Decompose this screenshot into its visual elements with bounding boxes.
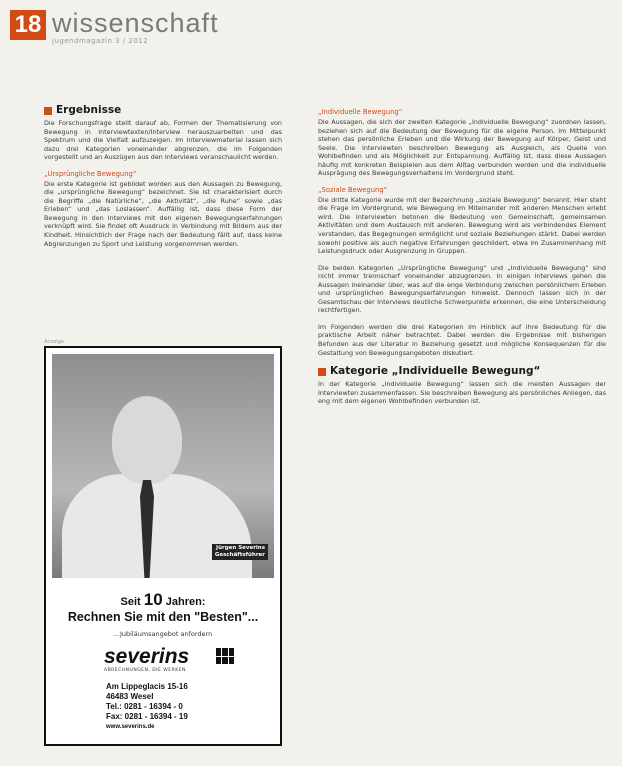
page-number: 18 xyxy=(10,10,46,40)
severins-logo: severins ABRECHNUNGEN, DIE WERKEN xyxy=(104,646,232,678)
results-heading: Ergebnisse xyxy=(44,104,282,117)
results-intro: Die Forschungsfrage stellt darauf ab, Formen der Thematisierung von Bewegung in Interviewtexten/Interview herauszuarbeiten und das Spektrum und die Vielfalt aufzuzeigen. Im Interviewmaterial lassen sich dazu drei Kategorien voneinander abgrenzen, die im Folgenden vorgestellt und an Auszügen aus den Interviews veranschaulicht werden. xyxy=(44,119,282,162)
ad-label: Anzeige xyxy=(44,339,64,345)
ad-headline: Seit 10 Jahren: xyxy=(120,590,206,609)
subheading-soziale: „Soziale Bewegung“ xyxy=(318,185,388,194)
paragraph-outlook: Im Folgenden werden die drei Kategorien im Hinblick auf ihre Bedeutung für die praktische Arbeit näher betrachtet. Dabei werden die Ergebnisse mit bisherigen Befunden aus der Literatur in Beziehung gesetzt und mögliche Konsequenzen für die Gestaltung von Bewegungsangeboten diskutiert. xyxy=(318,322,606,357)
issue-line: jugendmagazin 3 / 2012 xyxy=(52,37,149,45)
ad-address: Am Lippeglacis 15-16 46483 Wesel Tel.: 0281 - 16394 - 0 Fax: 0281 - 16394 - 19 www.severins.de xyxy=(106,682,188,730)
orange-square-icon xyxy=(44,107,52,115)
right-column xyxy=(318,108,606,758)
paragraph-urspruengliche: Die erste Kategorie ist gebildet worden aus den Aussagen zu Bewegung, die „ursprüngliche Bewegung“ bezeichnet. Sie ist charakterisiert durch die Begriffe „die Natürliche“, „die Aktivität“, „die Ruhe“ sowie „das Erleben“ und „das Loslassen“. Auffällig ist, dass diese Form der Bewegung in den Interviews mit den eigenen Bewegungserfahrungen verknüpft wird. Sie findet oft Ausdruck in Verbindung mit Bildern aus der Kindheit. Hinsichtlich der Frage nach der Bedeutung fällt auf, dass keine Abgrenzungen zu Sport und Leistung vorgenommen werden. xyxy=(44,179,282,248)
paragraph-individuelle: Die Aussagen, die sich der zweiten Kategorie „Individuelle Bewegung“ zuordnen lassen, beziehen sich auf die Bedeutung der Bewegung für die eigene Person. Im Mittelpunkt stehen das persönliche Erleben und die Wirkung der Bewegung auf Körper, Geist und Seele. Die Interviewten beschreiben Bewegung als Ausgleich, als Quelle von Wohlbefinden und als Möglichkeit zur Entspannung. Auffällig ist, dass diese Aussagen häufig mit konkreten Beispielen aus dem Alltag verbunden werden und die individuelle Ausprägung des Bewegungsverhaltens im Vordergrund steht. xyxy=(318,118,606,178)
category-heading: Kategorie „Individuelle Bewegung“ xyxy=(318,365,606,378)
subheading-urspruengliche: „Ursprüngliche Bewegung“ xyxy=(44,169,137,178)
advertisement[interactable] xyxy=(44,346,282,746)
ad-website-link[interactable]: www.severins.de xyxy=(106,724,155,730)
subheading-individuelle: „Individuelle Bewegung“ xyxy=(318,108,403,116)
grid-logo-icon xyxy=(216,648,234,664)
portrait-photo xyxy=(52,354,274,578)
paragraph-soziale: Die dritte Kategorie wurde mit der Bezeichnung „soziale Bewegung“ benannt. Hier steht die Frage im Vordergrund, wie Bewegung im Miteinander mit anderen Menschen erlebt wird. Die Interviewten betonen die Bedeutung von Gemeinschaft, gemeinsamen Aktivitäten und dem Austausch mit anderen. Bewegung wird als verbindendes Element verstanden, das Begegnungen ermöglicht und soziale Beziehungen stärkt. Dabei werden sowohl positive als auch negative Erfahrungen geschildert, etwa im Zusammenhang mit Leistungsdruck oder Ausgrenzung in Gruppen. xyxy=(318,195,606,256)
photo-caption: Jürgen Severins Geschäftsführer xyxy=(212,544,268,560)
left-column xyxy=(44,104,282,256)
ad-offer: ...Jubiläumsangebot anfordern xyxy=(113,630,213,638)
section-title: wissenschaft xyxy=(52,8,219,38)
paragraph-category: In der Kategorie „Individuelle Bewegung“ lassen sich die meisten Aussagen der Interviewten zusammenfassen. Sie beschreiben Bewegung als persönliches Anliegen, das eng mit dem eigenen Wohlbefinden verbunden ist. xyxy=(318,380,606,406)
paragraph-comparison: Die beiden Kategorien „Ursprüngliche Bewegung“ und „Individuelle Bewegung“ sind nicht immer trennscharf voneinander abzugrenzen. In einigen Interviews gehen die Aussagen ineinander über, was auf die enge Verbindung zwischen persönlichem Erleben und ursprünglichen Bewegungserfahrungen hinweist. Dennoch lassen sich in der Gesamtschau der Interviews deutliche Schwerpunkte erkennen, die eine Unterscheidung rechtfertigen. xyxy=(318,263,606,315)
orange-square-icon xyxy=(318,368,326,376)
ad-slogan: Rechnen Sie mit den "Besten"... xyxy=(67,610,259,624)
